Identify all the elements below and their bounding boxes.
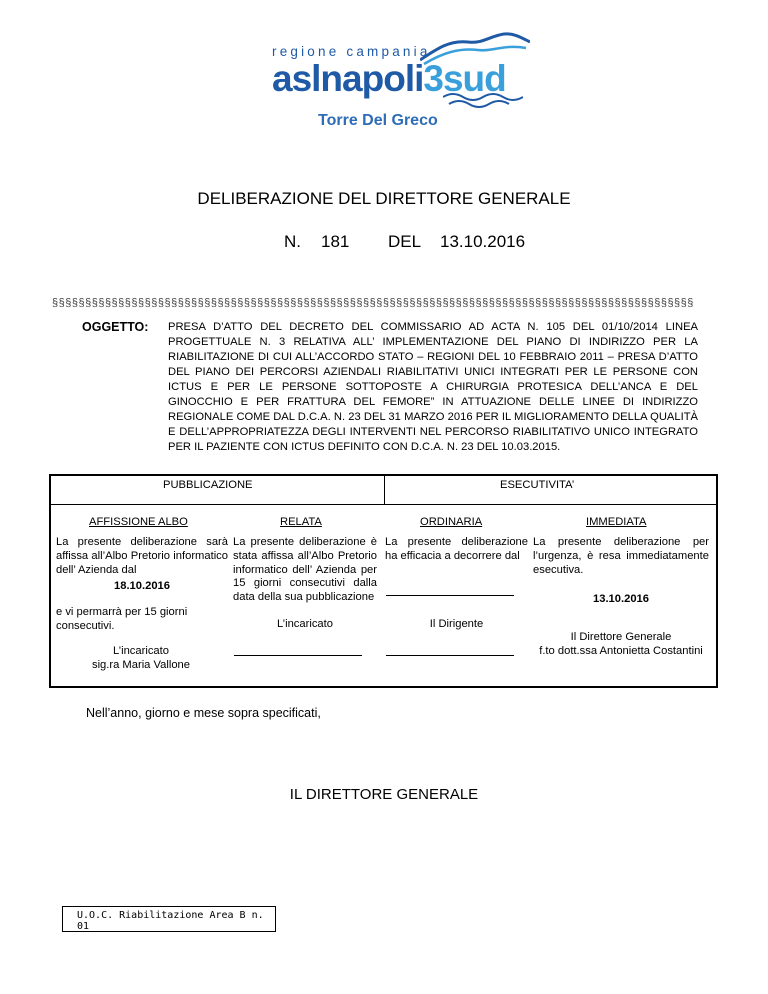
relata-signer-role: L’incaricato bbox=[277, 618, 333, 630]
table-divider bbox=[384, 476, 385, 505]
direttore-heading: IL DIRETTORE GENERALE bbox=[289, 786, 479, 803]
immediata-heading: IMMEDIATA bbox=[586, 516, 647, 528]
ordinaria-signature-line bbox=[386, 655, 514, 656]
affissione-signer-role: L’incaricato bbox=[113, 645, 169, 657]
deliberation-number: 181 bbox=[321, 232, 350, 251]
oggetto-label: OGGETTO: bbox=[82, 320, 149, 334]
relata-signature-line bbox=[234, 655, 362, 656]
logo-region-text: regione campania bbox=[272, 44, 431, 59]
affissione-signer-name: sig.ra Maria Vallone bbox=[91, 659, 191, 671]
logo-main-a: aslnapoli bbox=[272, 58, 424, 99]
logo-main-b: 3sud bbox=[423, 58, 506, 99]
ordinaria-signer-role: Il Dirigente bbox=[429, 618, 484, 630]
logo-city: Torre Del Greco bbox=[318, 112, 438, 129]
deliberation-date: 13.10.2016 bbox=[440, 232, 526, 251]
oggetto-text: PRESA D’ATTO DEL DECRETO DEL COMMISSARIO AD ACTA N. 105 DEL 01/10/2014 LINEA PROGETTUALE N. 3 RELATIVA ALL’ IMPLEMENTAZIONE DEL PIANO DI INDIRIZZO PER LA RIABILITAZIONE DI CUI ALL’ACCORDO STATO – REGIONI DEL 10 FEBBRAIO 2011 – PRESA D’ATTO DEL PIANO DEI PERCORSI AZIENDALI RIABILITATIVI UNICI INTEGRATI PER LE PERSONE CON ICTUS E PER LE PERSONE SOTTOPOSTE A CHIRURGIA PROTESICA DELL’ANCA E DEL GINOCCHIO E PER FRATTURA DEL FEMORE” IN ATTUAZIONE DELLE LINEE DI INDIRIZZO REGIONALE COME DAL D.C.A. N. 23 DEL 31 MARZO 2016 PER IL MIGLIORAMENTO DELLA QUALITÀ E DELL’APPROPRIATEZZA DEGLI INTERVENTI NEL PERCORSO RIABILITATIVO UNICO INTEGRATO PER IL PAZIENTE CON ICTUS DEFINITO CON D.C.A. N. 23 DEL 10.03.2015. bbox=[168, 321, 698, 453]
separator-line: §§§§§§§§§§§§§§§§§§§§§§§§§§§§§§§§§§§§§§§§§§§§§§§§§§§§§§§§§§§§§§§§§§§§§§§§§§§§§§§§§§§§§§§§§§§§§§§§§ bbox=[52, 297, 694, 309]
number-label: N. bbox=[284, 232, 301, 251]
immediata-date: 13.10.2016 bbox=[593, 593, 649, 605]
pubblicazione-header: PUBBLICAZIONE bbox=[163, 479, 253, 491]
del-label: DEL bbox=[388, 232, 422, 251]
waves-icon bbox=[443, 91, 523, 111]
uoc-box: U.O.C. Riabilitazione Area B n. 01 bbox=[62, 906, 276, 932]
esecutivita-header: ESECUTIVITA’ bbox=[500, 479, 575, 491]
affissione-heading: AFFISSIONE ALBO bbox=[89, 516, 188, 528]
table-header-line bbox=[51, 504, 716, 505]
relata-text: La presente deliberazione è stata affissa all’Albo Pretorio informatico dell’ Azienda per 15 giorni consecutivi dalla data della sua pubblicazione bbox=[233, 536, 377, 604]
affissione-text2: e vi permarrà per 15 giorni consecutivi. bbox=[56, 606, 188, 632]
relata-heading: RELATA bbox=[280, 516, 322, 528]
document-title: DELIBERAZIONE DEL DIRETTORE GENERALE bbox=[197, 189, 571, 208]
intro-text: Nell’anno, giorno e mese sopra specificati, bbox=[86, 706, 321, 720]
immediata-signer-name: f.to dott.ssa Antonietta Costantini bbox=[539, 645, 703, 657]
immediata-text: La presente deliberazione per l’urgenza, è resa immediatamente esecutiva. bbox=[533, 536, 709, 576]
affissione-date: 18.10.2016 bbox=[114, 580, 170, 592]
ordinaria-heading: ORDINARIA bbox=[420, 516, 483, 528]
immediata-signer-role: Il Direttore Generale bbox=[570, 631, 672, 643]
affissione-text: La presente deliberazione sarà affissa all’Albo Pretorio informatico dell’ Azienda dal bbox=[56, 536, 228, 576]
ordinaria-date-line bbox=[386, 595, 514, 596]
ordinaria-text: La presente deliberazione ha efficacia a decorrere dal bbox=[385, 536, 528, 562]
